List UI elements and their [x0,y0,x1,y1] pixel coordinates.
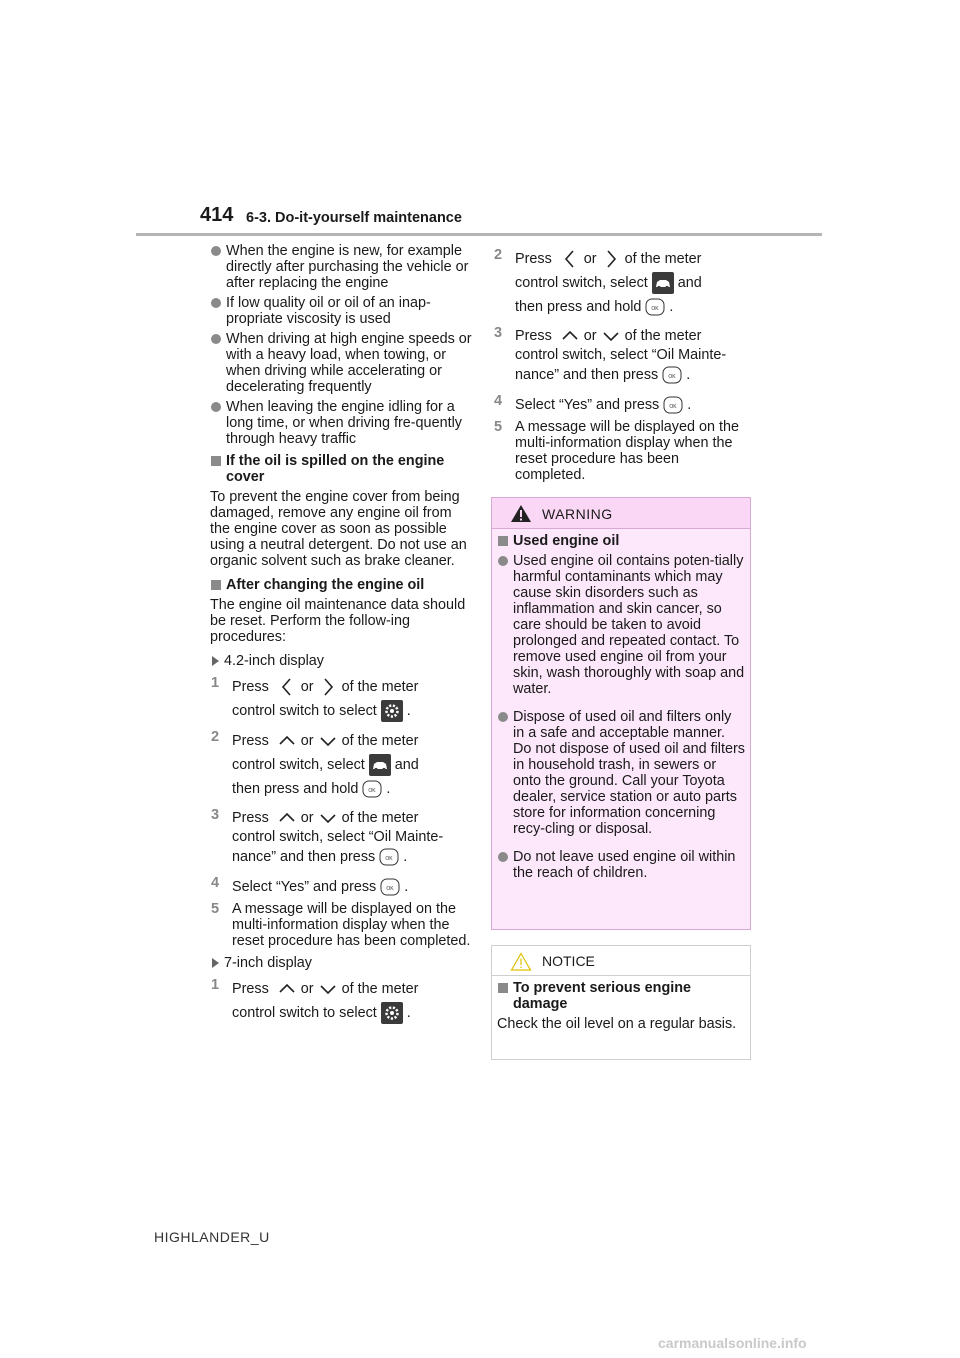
display-type-label: 4.2-inch display [210,653,472,669]
bullet-dot-icon [498,852,508,862]
svg-text:OK: OK [669,404,677,411]
list-item: When leaving the engine idling for a long time, or when driving fre-quently through heavy traffic [210,399,472,447]
warning-heading: Used engine oil [497,533,745,549]
ok-button-icon [645,298,665,316]
procedure-step: 3 Press or of the meter control switch, select “Oil Mainte- nance” and then press OK . [494,325,727,383]
procedure-step: 2 Press or of the meter control switch, select and then press and hold OK . [494,247,702,315]
chevron-up-icon [277,978,297,1000]
section-title: 6-3. Do-it-yourself maintenance [246,210,462,226]
settings-gear-icon [381,1002,403,1024]
notice-box [491,945,751,1060]
svg-text:OK: OK [668,374,676,381]
chevron-down-icon [318,730,338,752]
chevron-up-icon [560,325,580,347]
procedure-step: 2 Press or of the meter control switch, select and then press and hold OK . [211,729,419,797]
square-bullet-icon [498,983,508,993]
warning-box [491,497,751,930]
svg-text:OK: OK [368,788,377,795]
settings-gear-icon [381,700,403,722]
procedure-step: 4 Select “Yes” and press OK . [494,393,692,413]
spill-text: To prevent the engine cover from being damaged, remove any engine oil from the engine cover as soon as possible using a neutral detergent. Do not use an organic solvent such as brake cleaner. [210,489,467,569]
svg-text:OK: OK [386,886,394,893]
notice-header [492,946,750,976]
ok-button-icon [662,366,682,384]
after-change-heading: After changing the engine oil [210,577,472,593]
chevron-up-icon [277,730,297,752]
vehicle-settings-icon [652,272,674,294]
list-item: Do not leave used engine oil within the reach of children. [497,849,745,881]
notice-triangle-icon [510,952,532,971]
list-item: If low quality oil or oil of an inap-propriate viscosity is used [210,295,472,327]
watermark: carmanualsonline.info [658,1335,807,1351]
notice-title: NOTICE [542,953,595,969]
header-divider [136,233,822,236]
page-number: 414 [200,204,234,226]
procedure-step: 1 Press or of the meter control switch to select . [210,977,472,1025]
procedure-step: 4 Select “Yes” and press OK . [211,875,409,895]
bullet-dot-icon [498,712,508,722]
footer-model: HIGHLANDER_U [154,1229,270,1245]
chevron-right-icon [318,676,338,698]
notice-text: Check the oil level on a regular basis. [497,1016,737,1032]
ok-button-icon [380,878,400,896]
chevron-up-icon [277,807,297,829]
square-bullet-icon [211,580,221,590]
after-change-text: The engine oil maintenance data should be reset. Perform the follow-ing procedures: [210,597,466,645]
chevron-right-icon [601,248,621,270]
triangle-bullet-icon [212,656,219,666]
ok-button-icon [379,848,399,866]
bullet-dot-icon [211,402,221,412]
warning-title: WARNING [542,506,613,522]
chevron-down-icon [318,807,338,829]
warning-triangle-icon [510,504,532,523]
chevron-left-icon [560,248,580,270]
procedure-step: 1 Press or of the meter control switch to select . [210,675,472,723]
left-column [210,243,472,1031]
chevron-down-icon [318,978,338,1000]
list-item: Used engine oil contains poten-tially harmful contaminants which may cause skin disorders such as inflammation and skin cancer, so care should be taken to avoid prolonged and repeated contact. To remove used engine oil from your skin, wash thoroughly with soap and water. [497,553,745,697]
list-item: When driving at high engine speeds or with a heavy load, when towing, or when driving while accelerating or decelerating frequently [210,331,472,395]
bullet-dot-icon [211,298,221,308]
spill-heading: If the oil is spilled on the engine cover [210,453,472,485]
list-item: Dispose of used oil and filters only in a safe and acceptable manner. Do not dispose of used oil and filters in household trash, in sewers or onto the ground. Call your Toyota dealer, service station or auto parts store for information concerning recy-cling or disposal. [497,709,745,837]
procedure-step: 3 Press or of the meter control switch, select “Oil Mainte- nance” and then press OK . [211,807,444,865]
vehicle-settings-icon [369,754,391,776]
chevron-down-icon [601,325,621,347]
bullet-dot-icon [498,556,508,566]
svg-text:OK: OK [651,306,660,313]
list-item: When the engine is new, for example directly after purchasing the vehicle or after replacing the engine [210,243,472,291]
ok-button-icon [362,780,382,798]
square-bullet-icon [211,456,221,466]
bullet-dot-icon [211,246,221,256]
warning-header [492,498,750,529]
procedure-step: 5 A message will be displayed on the multi-information display when the reset procedure has been completed. [494,419,739,483]
procedure-step: 5 A message will be displayed on the multi-information display when the reset procedure has been completed. [211,901,471,949]
chevron-left-icon [277,676,297,698]
square-bullet-icon [498,536,508,546]
triangle-bullet-icon [212,958,219,968]
right-column [493,247,751,489]
ok-button-icon [663,396,683,414]
notice-heading: To prevent serious engine damage [497,980,745,1012]
bullet-dot-icon [211,334,221,344]
svg-text:OK: OK [385,856,393,863]
display-type-label: 7-inch display [210,955,472,971]
